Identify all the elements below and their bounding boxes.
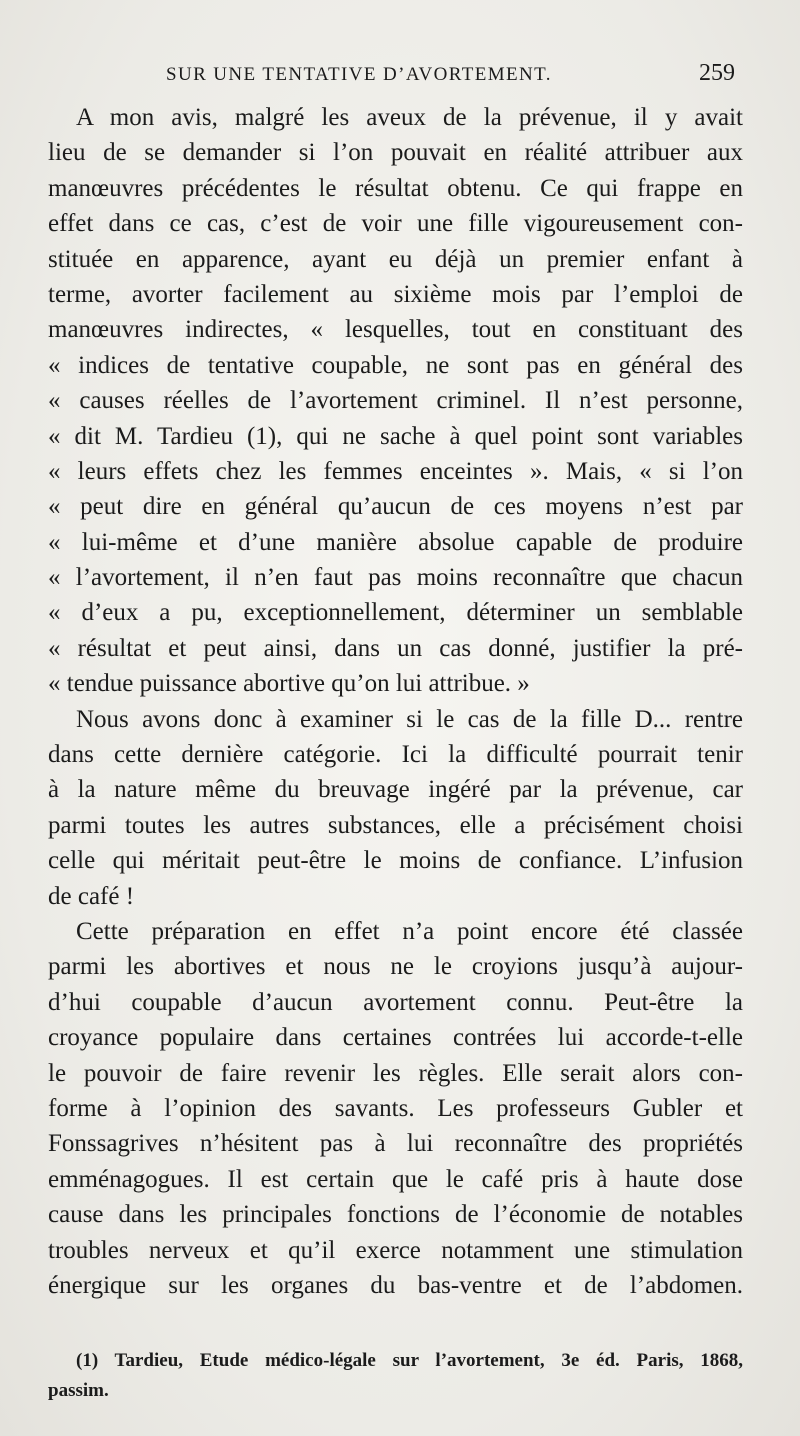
- text-line: Cette préparation en effet n’a point encore été classée: [76, 917, 743, 945]
- text-line: « leurs effets chez les femmes enceintes ». Mais, « si l’on: [48, 457, 743, 485]
- text-line: lieu de se demander si l’on pouvait en réalité attribuer aux: [48, 139, 743, 167]
- text-line: énergique sur les organes du bas-ventre et de l’abdomen.: [48, 1271, 743, 1299]
- text-line: « causes réelles de l’avortement criminel. Il n’est personne,: [48, 387, 743, 415]
- footnote-line: (1) Tardieu, Etude médico-légale sur l’avortement, 3e éd. Paris, 1868,: [76, 1350, 743, 1371]
- text-line: « résultat et peut ainsi, dans un cas donné, justifier la pré-: [48, 634, 743, 662]
- footnotes: [48, 1346, 743, 1406]
- text-line: à la nature même du breuvage ingéré par la prévenue, car: [48, 776, 743, 804]
- text-line: stituée en apparence, ayant eu déjà un premier enfant à: [48, 245, 743, 273]
- text-line: manœuvres indirectes, « lesquelles, tout en constituant des: [48, 316, 743, 344]
- text-line: « d’eux a pu, exceptionnellement, déterminer un semblable: [48, 599, 743, 627]
- text-line: terme, avorter facilement au sixième mois par l’emploi de: [48, 280, 743, 308]
- text-line: celle qui méritait peut-être le moins de confiance. L’infusion: [48, 847, 743, 875]
- text-line: troubles nerveux et qu’il exerce notamment une stimulation: [48, 1236, 743, 1264]
- text-line: effet dans ce cas, c’est de voir une fille vigoureusement con-: [48, 210, 743, 238]
- text-line: cause dans les principales fonctions de l’économie de notables: [48, 1201, 743, 1229]
- text-line: « peut dire en général qu’aucun de ces moyens n’est par: [48, 493, 743, 521]
- footnote-line: passim.: [48, 1380, 109, 1401]
- text-line: « indices de tentative coupable, ne sont pas en général des: [48, 351, 743, 379]
- text-line: « tendue puissance abortive qu’on lui attribue. »: [48, 670, 530, 698]
- text-line: « l’avortement, il n’en faut pas moins reconnaître que chacun: [48, 564, 743, 592]
- text-line: parmi toutes les autres substances, elle a précisément choisi: [48, 811, 743, 839]
- page-number: 259: [699, 60, 735, 86]
- text-line: forme à l’opinion des savants. Les professeurs Gubler et: [48, 1094, 743, 1122]
- text-line: parmi les abortives et nous ne le croyions jusqu’à aujour-: [48, 953, 743, 981]
- text-line: dans cette dernière catégorie. Ici la difficulté pourrait tenir: [48, 741, 743, 769]
- text-line: Fonssagrives n’hésitent pas à lui reconnaître des propriétés: [48, 1130, 743, 1158]
- body-text: [48, 100, 743, 1303]
- text-line: le pouvoir de faire revenir les règles. Elle serait alors con-: [48, 1059, 743, 1087]
- text-line: A mon avis, malgré les aveux de la prévenue, il y avait: [76, 104, 743, 131]
- running-head: SUR UNE TENTATIVE D’AVORTEMENT.: [166, 64, 552, 85]
- text-line: d’hui coupable d’aucun avortement connu. Peut-être la: [48, 988, 743, 1016]
- text-line: croyance populaire dans certaines contrées lui accorde-t-elle: [48, 1024, 743, 1052]
- text-line: de café !: [48, 882, 135, 910]
- text-line: Nous avons donc à examiner si le cas de la fille D... rentre: [76, 705, 743, 733]
- text-line: emménagogues. Il est certain que le café pris à haute dose: [48, 1165, 743, 1193]
- page-header: [48, 60, 743, 90]
- text-line: manœuvres précédentes le résultat obtenu. Ce qui frappe en: [48, 174, 743, 202]
- text-line: « lui-même et d’une manière absolue capable de produire: [48, 528, 743, 556]
- text-line: « dit M. Tardieu (1), qui ne sache à quel point sont variables: [48, 422, 743, 450]
